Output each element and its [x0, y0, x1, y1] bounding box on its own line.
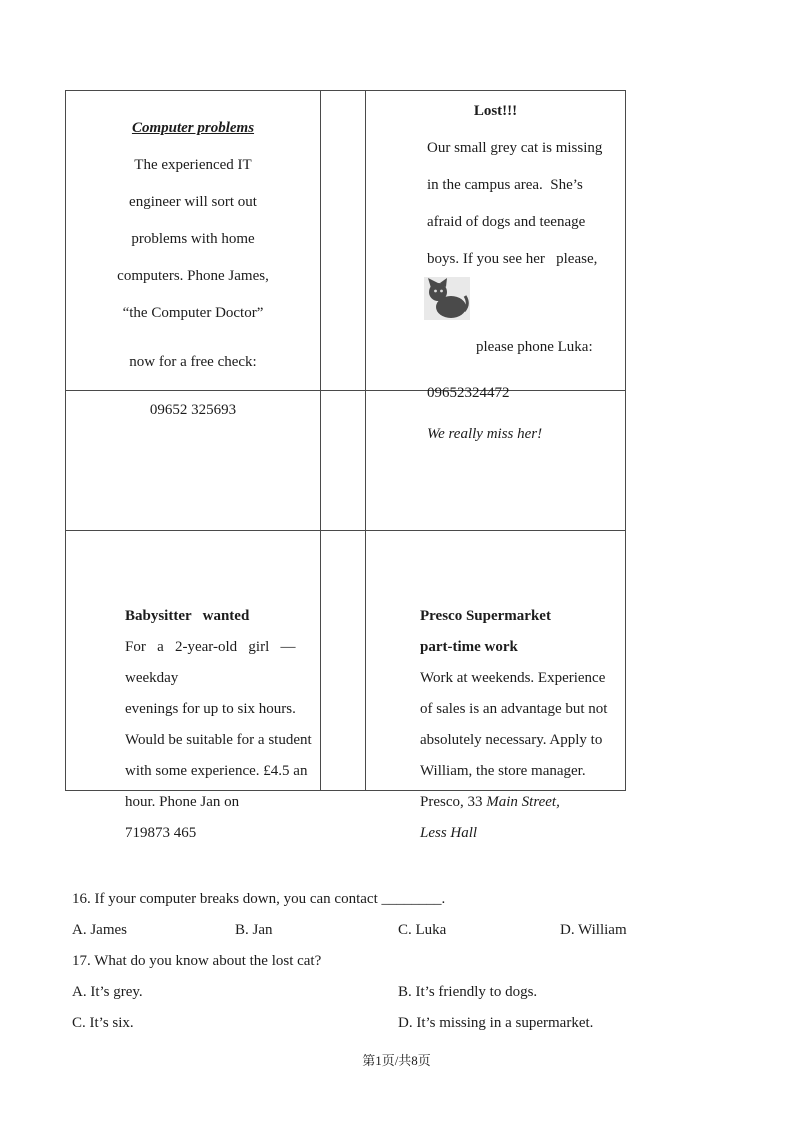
- ad-subtitle: part-time work: [420, 639, 518, 655]
- ad-lost-cat: [427, 130, 602, 278]
- page-indicator: 第1页/共8页: [362, 1053, 431, 1068]
- question-16-text: 16. If your computer breaks down, you can contact ________.: [72, 891, 446, 907]
- ad-babysitter: [125, 601, 312, 849]
- ad-line: with some experience. £4.5 an: [125, 763, 308, 779]
- ad-title: Computer problems: [131, 120, 255, 136]
- ad-line: Our small grey cat is missing: [427, 140, 603, 156]
- phone-number: 719873 465: [125, 825, 197, 841]
- question-17-text: 17. What do you know about the lost cat?: [72, 953, 322, 969]
- ad-presco-supermarket: [420, 601, 607, 849]
- question-17-option-c: C. It’s six.: [72, 1015, 134, 1031]
- question-16-option-c: C. Luka: [398, 922, 447, 938]
- ad-line: afraid of dogs and teenage: [427, 214, 586, 230]
- ad-line: computers. Phone James,: [117, 268, 269, 284]
- ad-title: Lost!!!: [473, 103, 518, 119]
- ad-computer-problems: [65, 90, 321, 381]
- question-16-option-d: D. William: [560, 922, 627, 938]
- ad-tagline: We really miss her!: [427, 426, 543, 442]
- ad-address-line: [420, 787, 607, 818]
- question-17-option-a: A. It’s grey.: [72, 984, 143, 1000]
- address-plain: Presco, 33: [420, 794, 487, 810]
- ad-title: Presco Supermarket: [420, 608, 551, 624]
- ad-line: hour. Phone Jan on: [125, 794, 240, 810]
- ad-line: of sales is an advantage but not: [420, 701, 608, 717]
- phone-number: 09652324472: [427, 385, 510, 401]
- question-16-option-a: A. James: [72, 922, 127, 938]
- ad-line: problems with home: [131, 231, 255, 247]
- phone-label: please phone Luka:: [476, 339, 593, 355]
- ad-line: The experienced IT: [134, 157, 252, 173]
- table-divider-vertical-2: [365, 90, 366, 790]
- ad-line: William, the store manager.: [420, 763, 586, 779]
- ad-line: now for a free check:: [129, 354, 257, 370]
- phone-number: 09652 325693: [149, 402, 237, 418]
- ad-line: weekday: [125, 670, 179, 686]
- ad-line: For a 2-year-old girl —: [125, 639, 296, 655]
- table-divider-horizontal-1: [65, 390, 625, 391]
- ad-line: “the Computer Doctor”: [122, 305, 264, 321]
- ad-title: Babysitter wanted: [125, 608, 250, 624]
- cat-image: [424, 277, 470, 325]
- question-16-option-b: B. Jan: [235, 922, 273, 938]
- ad-line: in the campus area. She’s: [427, 177, 583, 193]
- ad-line: Work at weekends. Experience: [420, 670, 606, 686]
- ad-line: boys. If you see her please,: [427, 251, 598, 267]
- ad-line: absolutely necessary. Apply to: [420, 732, 603, 748]
- address-street: Main Street,: [486, 794, 560, 810]
- ad-line: evenings for up to six hours.: [125, 701, 296, 717]
- table-border-right: [625, 90, 626, 791]
- question-17-option-d: D. It’s missing in a supermarket.: [398, 1015, 594, 1031]
- ad-line: engineer will sort out: [129, 194, 257, 210]
- table-divider-horizontal-2: [65, 530, 625, 531]
- question-17-option-b: B. It’s friendly to dogs.: [398, 984, 538, 1000]
- ad-address-line: Less Hall: [420, 825, 478, 841]
- ad-line: Would be suitable for a student: [125, 732, 312, 748]
